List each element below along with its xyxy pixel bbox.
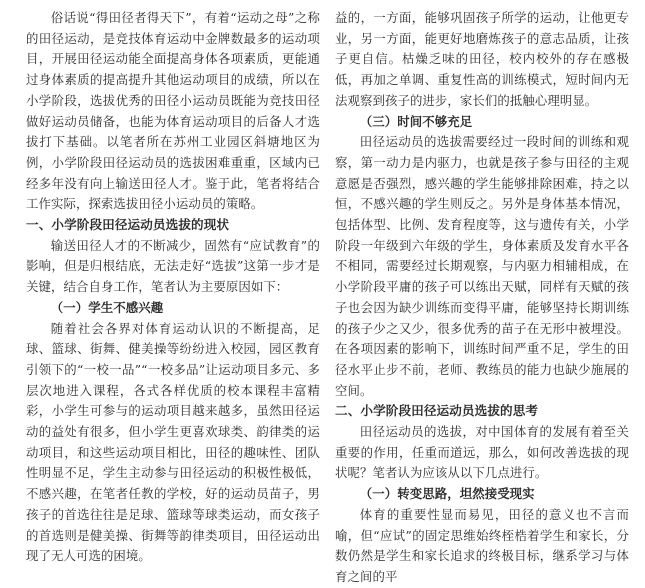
status-paragraph: 输送田径人才的不断减少，固然有“应试教育”的影响，但是归根结底，无法走好“选拔”这第一步才是关键，结合自身工作，笔者认为主要原因如下： [26, 237, 320, 295]
left-column [26, 8, 320, 567]
section-heading-reflections: 二、小学阶段田径运动员选拔的思考 [335, 403, 539, 419]
subsection-heading-change-mindset: （一）转变思路，坦然接受现实 [359, 486, 535, 502]
continued-paragraph: 益的，一方面，能够巩固孩子所学的运动，让他更专业，另一方面，能更好地磨炼孩子的意志品质，让孩子更自信。枯燥乏味的田径，校内校外的存在感极低，再加之单调、重复性高的训练模式，短时间内无法观察到孩子的进步，家长们的抵触心理明显。 [335, 10, 629, 108]
interest-paragraph: 随着社会各界对体育运动认识的不断提高，足球、篮球、街舞、健美操等纷纷进入校园，园区教育引领下的“一校一品”“一校多品”让运动项目多元、多层次地进入课程，各式各样优质的校本课程丰富精彩，小学生可参与的运动项目越来越多，虽然田径运动的益处有很多，但小学生更喜欢球类、韵律类的运动项目，和这些运动项目相比，田径的趣味性、团队性明显不足，学生主动参与田径运动的积极性极低，不感兴趣，在笔者任教的学校，好的运动员苗子，男孩子的首选往往是足球、篮球等球类运动，而女孩子的首选则是健美操、街舞等韵律类项目，田径运动出现了无人可选的困境。 [26, 320, 320, 564]
intro-paragraph: 俗话说“得田径者得天下”，有着“运动之母”之称的田径运动，是竞技体育运动中金牌数最多的运动项目，开展田径运动能全面提高身体各项素质，更能通过身体素质的提高提升其他运动项目的成绩，所以在小学阶段，选拔优秀的田径小运动员既能为竞技田径做好运动员储备，也能为体育运动项目的后备人才选拔打下基础。以笔者所在苏州工业园区斜塘地区为例，小学阶段田径运动员的选拔困难重重，区域内已经多年没有向上输送田径人才。鉴于此，笔者将结合工作实际，探索选拔田径小运动员的策略。 [26, 10, 320, 212]
mindset-paragraph: 体育的重要性显而易见，田径的意义也不言而喻，但“应试”的固定思维始终桎梏着学生和家长，分数仍然是学生和家长追求的终极目标，继系学习与体育之间的平 [335, 506, 629, 584]
subsection-heading-insufficient-time: （三）时间不够充足 [359, 113, 473, 129]
subsection-heading-lack-of-interest: （一）学生不感兴趣 [50, 299, 164, 315]
reflection-paragraph: 田径运动员的选拔，对中国体育的发展有着至关重要的作用，任重而道远，那么，如何改善选拔的现状呢？笔者认为应该从以下几点进行。 [335, 424, 629, 481]
right-column [335, 8, 629, 588]
time-paragraph: 田径运动员的选拔需要经过一段时间的训练和观察，第一动力是内驱力，也就是孩子参与田径的主观意愿是否强烈，感兴趣的学生能够排除困难，持之以恒，不感兴趣的学生则反之。另外是身体基本情况，包括体型、比例、发育程度等，这与遗传有关，小学阶段一年级到六年级的学生，身体素质及发育水平各不相同，需要经过长期观察，与内驱力相辅相成，在小学阶段平庸的孩子可以练出天赋，同样有天赋的孩子也会因为缺少训练而变得平庸，能够坚持长期训练的孩子少之又少，很多优秀的苗子在无形中被埋没。在各项因素的影响下，训练时间严重不足，学生的田径水平止步不前，老师、教练员的能力也缺少施展的空间。 [335, 134, 629, 398]
section-heading-current-status: 一、小学阶段田径运动员选拔的现状 [26, 217, 230, 233]
